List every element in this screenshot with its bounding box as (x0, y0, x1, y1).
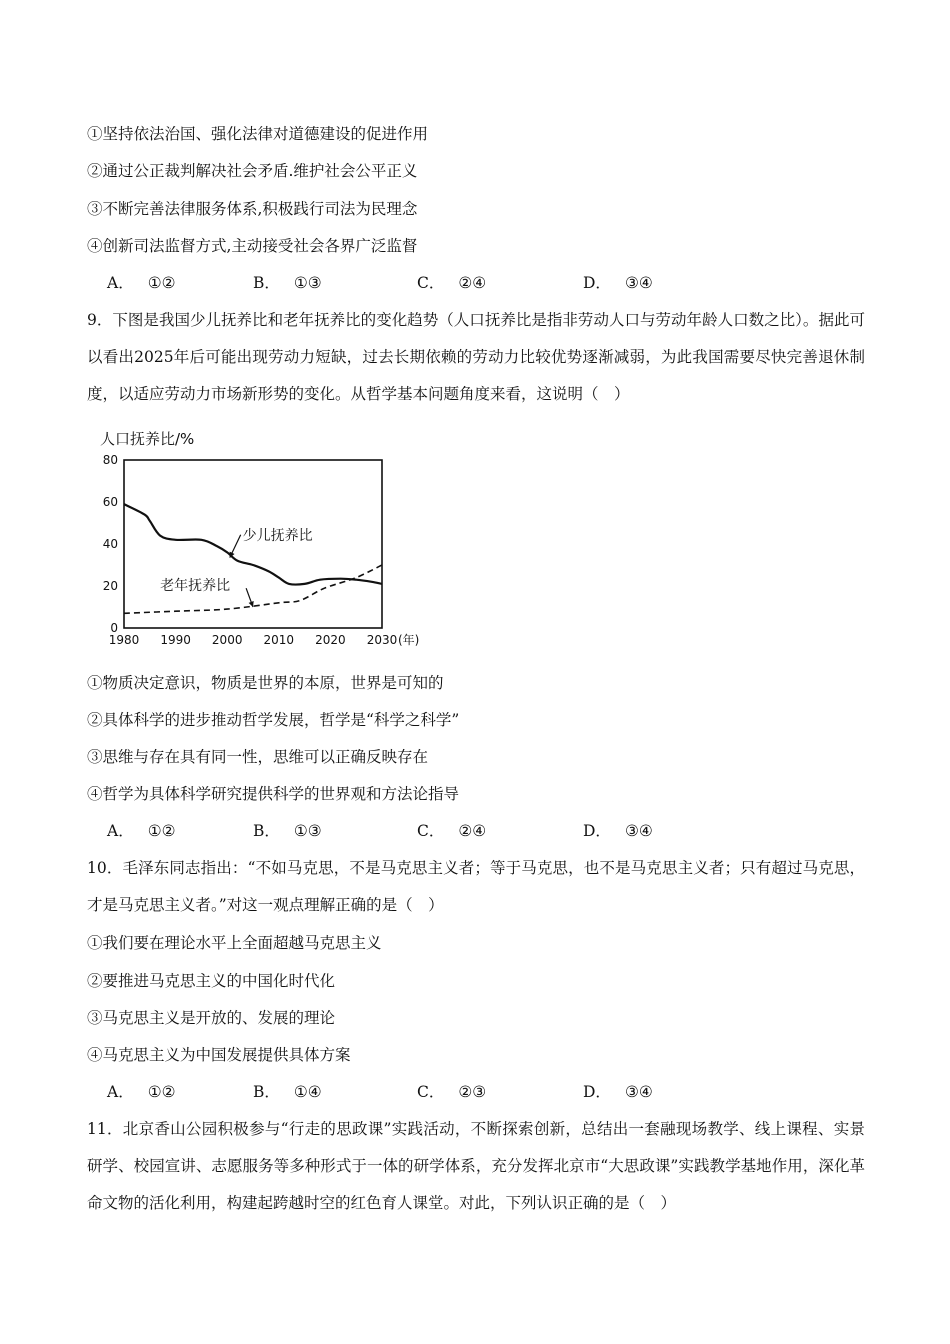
chart-xlabel: (年) (398, 633, 420, 647)
chart-y-ticks (103, 453, 118, 635)
label-elderly-dependency: 老年抚养比 (160, 578, 231, 595)
q8-option-c[interactable]: C． ②④ (417, 274, 487, 292)
y-tick-label-80: 80 (102, 453, 118, 467)
q8-statement-4: ④创新司法监督方式,主动接受社会各界广泛监督 (87, 237, 418, 255)
q9-option-d[interactable]: D． ③④ (583, 822, 653, 840)
q10-option-b[interactable]: B． ①④ (253, 1083, 322, 1101)
q8-statement-2: ②通过公正裁判解决社会矛盾.维护社会公平正义 (87, 162, 418, 180)
y-tick-label-0: 0 (110, 621, 118, 635)
q9-option-c[interactable]: C． ②④ (417, 822, 487, 840)
q8-option-a[interactable]: A． ①② (107, 274, 176, 292)
q8-statement-3: ③不断完善法律服务体系,积极践行司法为民理念 (87, 200, 418, 218)
x-tick-label-2010: 2010 (263, 633, 295, 647)
q9-statement-2: ②具体科学的进步推动哲学发展，哲学是“科学之科学” (87, 711, 460, 729)
q9-statement-1: ①物质决定意识，物质是世界的本原，世界是可知的 (87, 674, 444, 692)
q10-stem: 10．毛泽东同志指出：“不如马克思，不是马克思主义者；等于马克思，也不是马克思主义者；只有超过马克思，才是马克思主义者。”对这一观点理解正确的是（ ） (87, 859, 865, 914)
q10-statement-2: ②要推进马克思主义的中国化时代化 (87, 972, 336, 990)
x-tick-label-1980: 1980 (108, 633, 140, 647)
q9-statement-3: ③思维与存在具有同一性，思维可以正确反映存在 (87, 748, 429, 766)
q10-statement-1: ①我们要在理论水平上全面超越马克思主义 (87, 934, 382, 952)
q8-option-b[interactable]: B． ①③ (253, 274, 322, 292)
q9-statement-4: ④哲学为具体科学研究提供科学的世界观和方法论指导 (87, 785, 460, 803)
x-tick-label-2000: 2000 (211, 633, 243, 647)
q11-stem: 11．北京香山公园积极参与“行走的思政课”实践活动，不断探索创新，总结出一套融现场教学、线上课程、实景研学、校园宣讲、志愿服务等多种形式于一体的研学体系，充分发挥北京市“大思政课”实践教学基地作用，深化革命文物的活化利用，构建起跨越时空的红色育人课堂。对此，下列认识正确的是（ ） (87, 1120, 865, 1212)
x-tick-label-1990: 1990 (160, 633, 191, 647)
x-tick-label-2020: 2020 (315, 633, 346, 647)
q9-options (107, 821, 707, 841)
y-tick-label-40: 40 (102, 537, 118, 551)
q10-statement-3: ③马克思主义是开放的、发展的理论 (87, 1009, 336, 1027)
x-tick-label-2030: 2030 (366, 633, 398, 647)
q8-option-d[interactable]: D． ③④ (583, 274, 653, 292)
y-tick-label-60: 60 (102, 495, 118, 509)
dependency-ratio-chart (92, 428, 422, 653)
label-child-dependency: 少儿抚养比 (242, 527, 313, 544)
series-line-child-dependency (124, 504, 382, 584)
y-tick-label-20: 20 (102, 579, 118, 593)
q9-stem: 9．下图是我国少儿抚养比和老年抚养比的变化趋势（人口抚养比是指非劳动人口与劳动年龄人口数之比）。据此可以看出2025年后可能出现劳动力短缺，过去长期依赖的劳动力比较优势逐渐减弱，为此我国需要尽快完善退休制度，以适应劳动力市场新形势的变化。从哲学基本问题角度来看，这说明（ ） (87, 311, 865, 403)
q10-option-c[interactable]: C． ②③ (417, 1083, 487, 1101)
q8-options (107, 273, 707, 293)
q10-statement-4: ④马克思主义为中国发展提供具体方案 (87, 1046, 351, 1064)
q10-option-d[interactable]: D． ③④ (583, 1083, 653, 1101)
q10-options (107, 1082, 707, 1102)
chart-x-ticks (109, 633, 398, 647)
chart-series (124, 504, 382, 613)
q10-option-a[interactable]: A． ①② (107, 1083, 176, 1101)
chart-ylabel: 人口抚养比/% (100, 430, 195, 448)
q8-statement-1: ①坚持依法治国、强化法律对道德建设的促进作用 (87, 125, 429, 143)
q9-option-b[interactable]: B． ①③ (253, 822, 322, 840)
q9-option-a[interactable]: A． ①② (107, 822, 176, 840)
